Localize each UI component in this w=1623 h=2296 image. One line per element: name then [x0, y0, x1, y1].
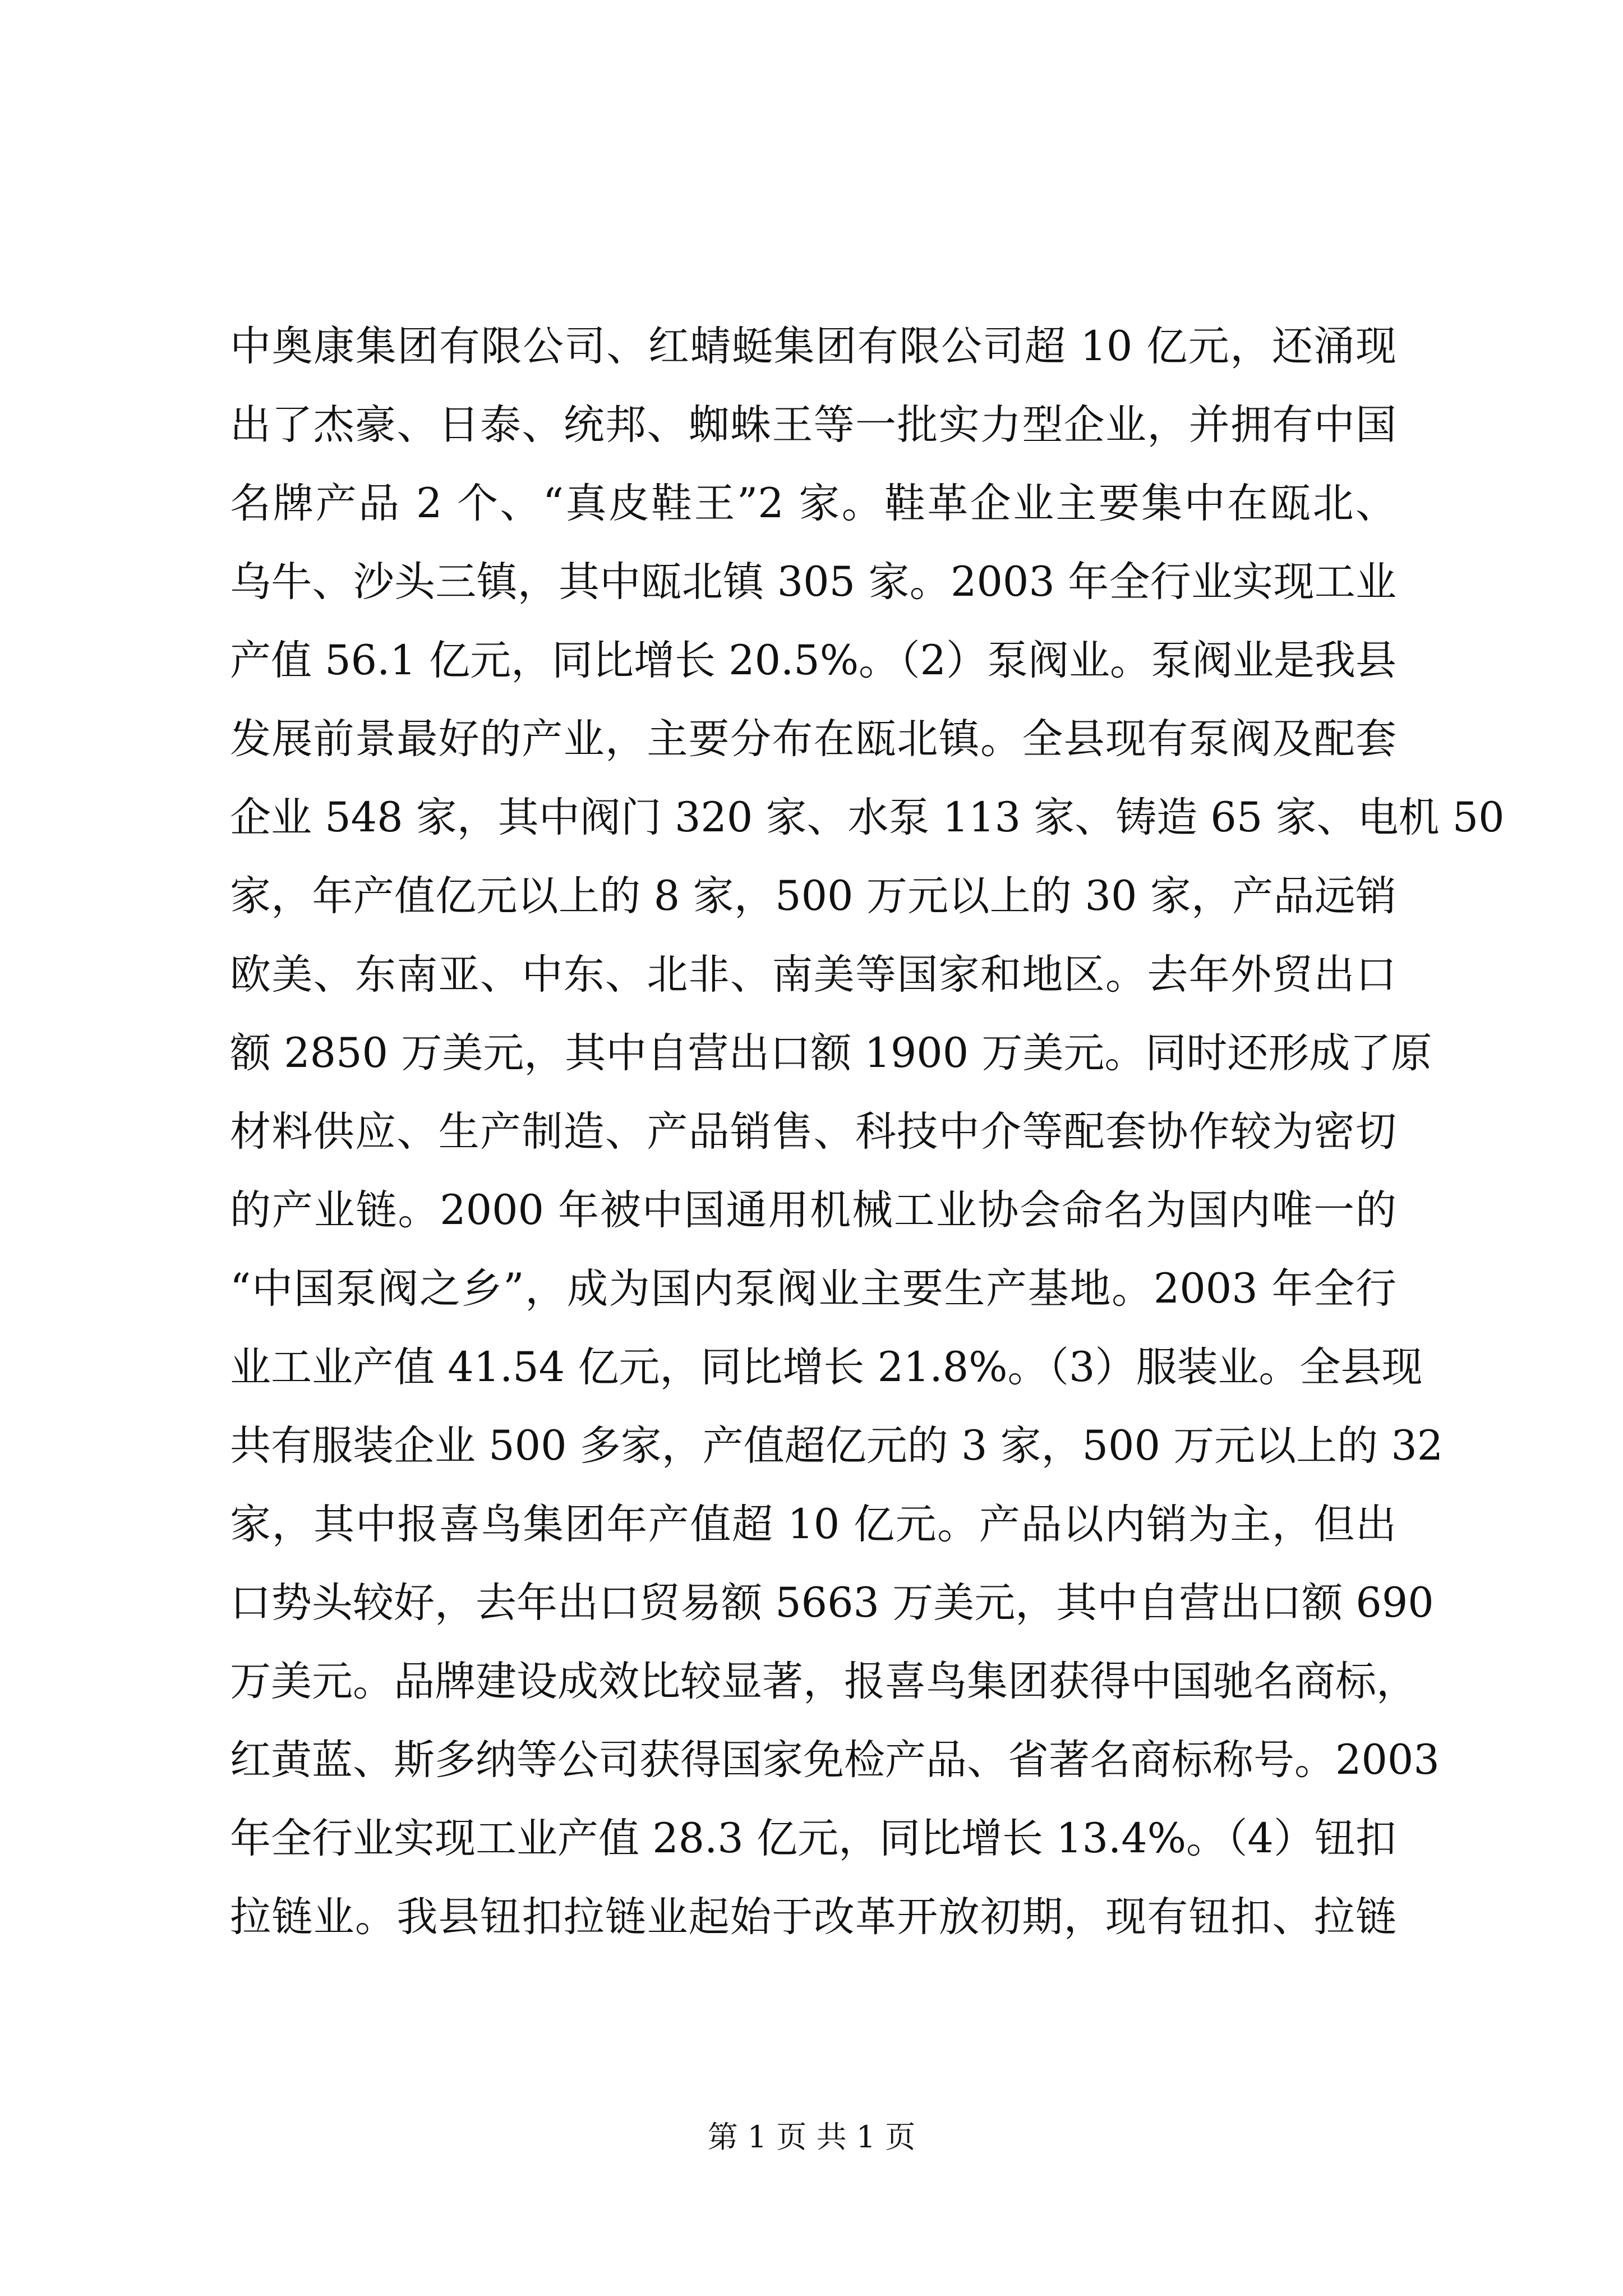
text-line-12: 的产业链。2000 年被中国通用机械工业协会命名为国内唯一的: [230, 1186, 1396, 1234]
text-line-11: 材料供应、生产制造、产品销售、科技中介等配套协作较为密切: [230, 1108, 1396, 1156]
text-line-21: 拉链业。我县钮扣拉链业起始于改革开放初期，现有钮扣、拉链: [230, 1893, 1396, 1941]
text-line-20: 年全行业实现工业产值 28.3 亿元，同比增长 13.4%。（4）钮扣: [230, 1815, 1396, 1862]
page-footer: 第 1 页 共 1 页: [707, 2119, 916, 2155]
body-text: [230, 307, 1505, 1957]
text-line-5: 产值 56.1 亿元，同比增长 20.5%。（2）泵阀业。泵阀业是我县: [230, 637, 1396, 684]
text-line-19: 红黄蓝、斯多纳等公司获得国家免检产品、省著名商标称号。2003: [230, 1736, 1440, 1784]
text-line-10: 额 2850 万美元，其中自营出口额 1900 万美元。同时还形成了原: [230, 1029, 1432, 1077]
text-line-18: 万美元。品牌建设成效比较显著，报喜鸟集团获得中国驰名商标，: [230, 1658, 1417, 1705]
text-line-9: 欧美、东南亚、中东、北非、南美等国家和地区。去年外贸出口: [230, 951, 1396, 999]
text-line-6: 发展前景最好的产业，主要分布在瓯北镇。全县现有泵阀及配套: [230, 715, 1396, 763]
text-line-3: 名牌产品 2 个、“真皮鞋王”2 家。鞋革企业主要集中在瓯北、: [230, 480, 1396, 527]
text-line-13: “中国泵阀之乡”，成为国内泵阀业主要生产基地。2003 年全行: [230, 1265, 1396, 1313]
text-line-1: 中奥康集团有限公司、红蜻蜓集团有限公司超 10 亿元，还涌现: [230, 323, 1396, 370]
text-line-14: 业工业产值 41.54 亿元，同比增长 21.8%。（3）服装业。全县现: [230, 1343, 1423, 1391]
text-line-4: 乌牛、沙头三镇，其中瓯北镇 305 家。2003 年全行业实现工业: [230, 558, 1396, 606]
text-line-2: 出了杰豪、日泰、统邦、蜘蛛王等一批实力型企业，并拥有中国: [230, 401, 1396, 449]
text-line-7: 企业 548 家，其中阀门 320 家、水泵 113 家、铸造 65 家、电机 50: [230, 794, 1505, 841]
text-line-8: 家，年产值亿元以上的 8 家，500 万元以上的 30 家，产品远销: [230, 872, 1396, 920]
text-line-17: 口势头较好，去年出口贸易额 5663 万美元，其中自营出口额 690: [230, 1579, 1434, 1627]
text-line-16: 家，其中报喜鸟集团年产值超 10 亿元。产品以内销为主，但出: [230, 1501, 1396, 1548]
text-line-15: 共有服装企业 500 多家，产值超亿元的 3 家，500 万元以上的 32: [230, 1422, 1444, 1470]
